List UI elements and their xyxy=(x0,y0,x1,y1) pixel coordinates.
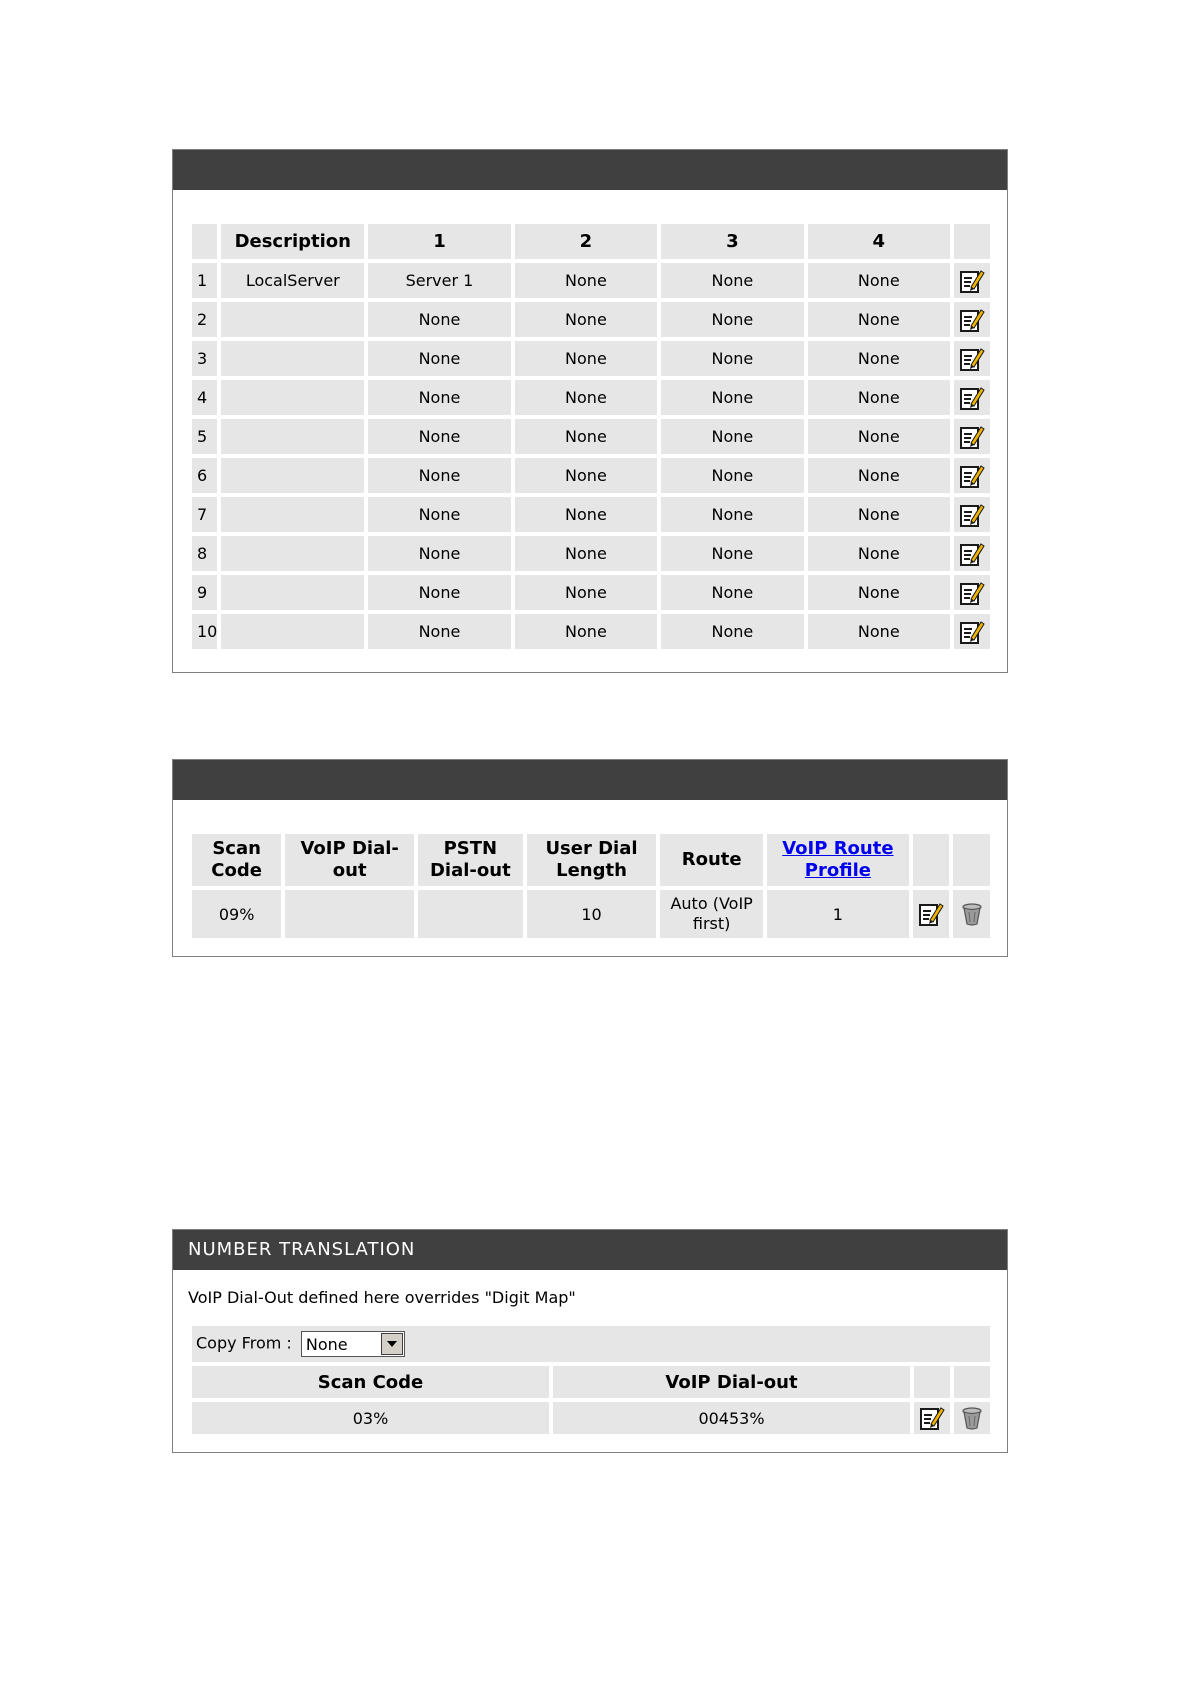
edit-button[interactable] xyxy=(954,380,990,415)
edit-button[interactable] xyxy=(954,614,990,649)
routing-panel-header xyxy=(173,150,1007,190)
row-col-3: None xyxy=(661,263,803,298)
user-dial-length-header: User Dial Length xyxy=(527,834,657,886)
edit-icon[interactable] xyxy=(919,1405,945,1431)
row-index: 6 xyxy=(192,458,217,493)
edit-icon[interactable] xyxy=(959,307,985,333)
nt-voip-dial-out-header: VoIP Dial-out xyxy=(553,1366,910,1398)
row-col-3: None xyxy=(661,614,803,649)
voip-route-profile-link-text[interactable]: VoIP Route Profile xyxy=(782,838,894,881)
edit-icon[interactable] xyxy=(959,541,985,567)
row-col-4: None xyxy=(808,419,950,454)
row-description xyxy=(221,575,364,610)
scan-code-cell: 09% xyxy=(192,890,281,938)
row-col-4: None xyxy=(808,458,950,493)
row-description xyxy=(221,419,364,454)
edit-col-header xyxy=(913,834,950,886)
digit-map-table xyxy=(188,830,994,942)
row-col-3: None xyxy=(661,302,803,337)
edit-icon[interactable] xyxy=(959,268,985,294)
row-col-2: None xyxy=(515,497,657,532)
delete-col-header xyxy=(953,834,990,886)
number-translation-table xyxy=(188,1322,994,1438)
row-col-4: None xyxy=(808,302,950,337)
pstn-dial-out-header: PSTN Dial-out xyxy=(418,834,522,886)
col-description-header: Description xyxy=(221,224,364,259)
nt-delete-col-header xyxy=(954,1366,990,1398)
row-col-2: None xyxy=(515,341,657,376)
scan-code-header: Scan Code xyxy=(192,834,281,886)
row-index: 7 xyxy=(192,497,217,532)
edit-button[interactable] xyxy=(954,263,990,298)
routing-table xyxy=(188,220,994,653)
voip-route-profile-cell: 1 xyxy=(767,890,909,938)
row-col-4: None xyxy=(808,341,950,376)
row-col-2: None xyxy=(515,380,657,415)
row-col-3: None xyxy=(661,380,803,415)
col-action-header xyxy=(954,224,990,259)
row-description xyxy=(221,614,364,649)
row-col-1: Server 1 xyxy=(368,263,511,298)
table-row xyxy=(192,497,990,532)
edit-icon[interactable] xyxy=(959,580,985,606)
edit-button[interactable] xyxy=(954,497,990,532)
row-col-1: None xyxy=(368,614,511,649)
nt-edit-button[interactable] xyxy=(914,1402,950,1434)
row-description xyxy=(221,458,364,493)
nt-scan-code-cell: 03% xyxy=(192,1402,549,1434)
row-description xyxy=(221,497,364,532)
row-description xyxy=(221,341,364,376)
edit-icon[interactable] xyxy=(959,424,985,450)
table-row xyxy=(192,419,990,454)
col-3-header: 3 xyxy=(661,224,803,259)
edit-button[interactable] xyxy=(954,575,990,610)
table-row xyxy=(192,575,990,610)
row-col-1: None xyxy=(368,419,511,454)
row-description xyxy=(221,536,364,571)
trash-icon[interactable] xyxy=(959,901,985,927)
edit-icon[interactable] xyxy=(959,346,985,372)
digit-map-panel-header xyxy=(173,760,1007,800)
edit-button[interactable] xyxy=(954,419,990,454)
row-col-1: None xyxy=(368,497,511,532)
row-index: 2 xyxy=(192,302,217,337)
row-col-1: None xyxy=(368,575,511,610)
table-row xyxy=(192,890,990,938)
row-col-1: None xyxy=(368,536,511,571)
route-header: Route xyxy=(660,834,762,886)
table-row xyxy=(192,1402,990,1434)
row-col-4: None xyxy=(808,380,950,415)
edit-button[interactable] xyxy=(954,341,990,376)
row-col-3: None xyxy=(661,419,803,454)
row-col-4: None xyxy=(808,497,950,532)
row-col-3: None xyxy=(661,536,803,571)
col-1-header: 1 xyxy=(368,224,511,259)
table-row xyxy=(192,536,990,571)
row-col-1: None xyxy=(368,341,511,376)
row-description xyxy=(221,302,364,337)
number-translation-note: VoIP Dial-Out defined here overrides "Digit Map" xyxy=(188,1288,576,1307)
edit-icon[interactable] xyxy=(959,502,985,528)
row-col-4: None xyxy=(808,614,950,649)
row-col-2: None xyxy=(515,302,657,337)
row-col-3: None xyxy=(661,341,803,376)
nt-edit-col-header xyxy=(914,1366,950,1398)
row-col-2: None xyxy=(515,263,657,298)
routing-panel xyxy=(172,149,1008,673)
row-col-1: None xyxy=(368,458,511,493)
row-col-2: None xyxy=(515,575,657,610)
row-index: 4 xyxy=(192,380,217,415)
user-dial-length-cell: 10 xyxy=(527,890,657,938)
edit-icon[interactable] xyxy=(918,901,944,927)
copy-from-row xyxy=(192,1326,990,1362)
table-row xyxy=(192,341,990,376)
row-index: 9 xyxy=(192,575,217,610)
chevron-down-icon[interactable] xyxy=(381,1333,403,1355)
edit-icon[interactable] xyxy=(959,385,985,411)
row-col-1: None xyxy=(368,302,511,337)
table-row xyxy=(192,302,990,337)
nt-voip-dial-out-cell: 00453% xyxy=(553,1402,910,1434)
row-col-1: None xyxy=(368,380,511,415)
table-row xyxy=(192,380,990,415)
row-index: 8 xyxy=(192,536,217,571)
row-col-4: None xyxy=(808,536,950,571)
voip-dial-out-cell xyxy=(285,890,414,938)
route-cell: Auto (VoIP first) xyxy=(660,890,762,938)
row-index: 1 xyxy=(192,263,217,298)
number-translation-title: NUMBER TRANSLATION xyxy=(173,1230,1007,1270)
pstn-dial-out-cell xyxy=(418,890,522,938)
row-col-2: None xyxy=(515,536,657,571)
col-4-header: 4 xyxy=(808,224,950,259)
row-index: 5 xyxy=(192,419,217,454)
col-index-header xyxy=(192,224,217,259)
voip-route-profile-link[interactable] xyxy=(767,834,909,886)
edit-button[interactable] xyxy=(954,536,990,571)
voip-dial-out-header: VoIP Dial-out xyxy=(285,834,414,886)
edit-button[interactable] xyxy=(913,890,950,938)
col-2-header: 2 xyxy=(515,224,657,259)
row-col-2: None xyxy=(515,614,657,649)
copy-from-select[interactable] xyxy=(301,1331,405,1357)
row-index: 10 xyxy=(192,614,217,649)
nt-scan-code-header: Scan Code xyxy=(192,1366,549,1398)
row-col-4: None xyxy=(808,263,950,298)
edit-icon[interactable] xyxy=(959,463,985,489)
row-col-4: None xyxy=(808,575,950,610)
row-description: LocalServer xyxy=(221,263,364,298)
table-row xyxy=(192,614,990,649)
trash-icon[interactable] xyxy=(959,1405,985,1431)
row-col-2: None xyxy=(515,458,657,493)
row-col-3: None xyxy=(661,575,803,610)
row-col-3: None xyxy=(661,458,803,493)
delete-button[interactable] xyxy=(953,890,990,938)
edit-icon[interactable] xyxy=(959,619,985,645)
nt-delete-button[interactable] xyxy=(954,1402,990,1434)
number-translation-panel xyxy=(172,1229,1008,1453)
row-index: 3 xyxy=(192,341,217,376)
row-col-2: None xyxy=(515,419,657,454)
copy-from-label: Copy From : xyxy=(196,1333,292,1353)
edit-button[interactable] xyxy=(954,302,990,337)
edit-button[interactable] xyxy=(954,458,990,493)
table-row xyxy=(192,458,990,493)
table-row xyxy=(192,263,990,298)
row-description xyxy=(221,380,364,415)
copy-from-value: None xyxy=(305,1334,348,1354)
digit-map-panel xyxy=(172,759,1008,957)
row-col-3: None xyxy=(661,497,803,532)
